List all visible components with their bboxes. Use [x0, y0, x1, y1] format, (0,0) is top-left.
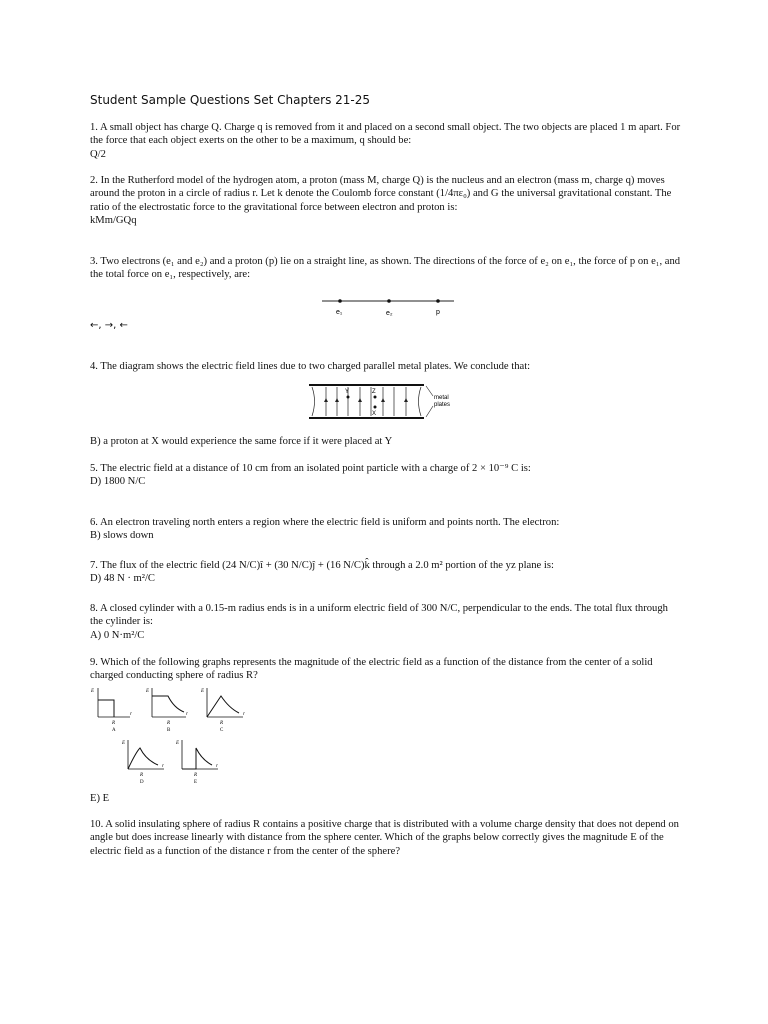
question-3-text: 3. Two electrons (e₁ and e₂) and a proton (p) lie on a straight line, as shown. The directions of the force of e₂ on e₁, the force of p on e₁, and the total force on e₁, respectively, are:: [90, 256, 681, 281]
question-3-answer: ←, →, ←: [90, 320, 128, 331]
question-6-text: 6. An electron traveling north enters a region where the electric field is uniform and points north. The electron:: [90, 517, 560, 528]
graph-b-x-label: r: [186, 712, 188, 717]
question-7-answer: D) 48 N · m²/C: [90, 573, 155, 585]
field-arrows: [324, 398, 408, 402]
e1-dot: [338, 299, 342, 303]
question-6-answer: B) slows down: [90, 530, 154, 542]
question-3: [90, 255, 682, 282]
graph-e-curve: [182, 748, 212, 769]
graph-a: [90, 684, 135, 736]
graph-c-curve: [207, 696, 239, 717]
graph-d-x-label: r: [162, 764, 164, 769]
question-7: [90, 559, 682, 586]
question-2: [90, 174, 682, 228]
question-6: [90, 516, 682, 543]
question-8-text: 8. A closed cylinder with a 0.15-m radius ends is in a uniform electric field of 300 N/C, perpendicular to the ends. The total flux through the cylinder is:: [90, 603, 668, 628]
graph-a-x-label: r: [130, 712, 132, 717]
graph-b-y-label: E: [146, 689, 150, 694]
q4-parallel-plates-diagram: [306, 382, 466, 422]
question-10-text: 10. A solid insulating sphere of radius R contains a positive charge that is distributed with a volume charge density that does not depend on angle but does increase linearly with distance from the sphere center. Which of the graphs below correctly gives the magnitude E of the electric field as a function of the distance r from the center of the sphere?: [90, 819, 679, 857]
label-x: X: [372, 411, 377, 417]
graph-b-r-label: R: [167, 721, 171, 726]
question-2-answer: kMm/GQq: [90, 215, 137, 227]
e2-dot: [387, 299, 391, 303]
graph-c-r-label: R: [220, 721, 224, 726]
graph-d-y-label: E: [122, 741, 126, 746]
point-z: [374, 396, 377, 399]
graph-b-letter: B: [167, 728, 171, 733]
question-4-answer: B) a proton at X would experience the same force if it were placed at Y: [90, 436, 393, 447]
q3-line-diagram: [320, 292, 460, 318]
question-5: [90, 462, 682, 489]
plates-label: plates: [434, 402, 451, 408]
p-label: p: [436, 309, 440, 316]
graph-c-letter: C: [220, 728, 224, 733]
plate-pointer-2: [426, 406, 433, 417]
question-9-text: 9. Which of the following graphs represents the magnitude of the electric field as a function of the distance from the center of a solid charged conducting sphere of radius R?: [90, 657, 653, 682]
question-8-answer: A) 0 N·m²/C: [90, 629, 145, 641]
graph-a-letter: A: [112, 728, 116, 733]
graph-a-curve: [98, 700, 114, 717]
question-10: [90, 818, 682, 858]
label-y: Y: [345, 389, 350, 395]
graph-a-r-label: R: [112, 721, 116, 726]
question-5-answer: D) 1800 N/C: [90, 476, 146, 488]
graph-c-x-label: r: [243, 712, 245, 717]
graph-e: [170, 736, 222, 788]
e2-label: e₂: [386, 310, 393, 317]
graph-e-letter: E: [194, 780, 198, 785]
graph-d-curve: [128, 748, 158, 769]
e1-label: e₁: [336, 309, 343, 316]
graph-c: [199, 684, 249, 736]
graph-e-x-label: r: [216, 764, 218, 769]
question-9: [90, 656, 682, 683]
graph-c-y-label: E: [201, 689, 205, 694]
graph-d: [116, 736, 168, 788]
question-1: [90, 121, 682, 161]
plate-pointer-1: [426, 386, 433, 396]
question-5-text: 5. The electric field at a distance of 10 cm from an isolated point particle with a charge of 2 × 10⁻⁹ C is:: [90, 463, 531, 474]
graph-d-r-label: R: [140, 773, 144, 778]
p-dot: [436, 299, 440, 303]
label-z: Z: [372, 389, 376, 395]
question-1-text: 1. A small object has charge Q. Charge q is removed from it and placed on a second small object. The two objects are placed 1 m apart. For the force that each object exerts on the other to be a maximum, q should be:: [90, 122, 681, 147]
page-title: Student Sample Questions Set Chapters 21-25: [90, 93, 371, 107]
graph-a-y-label: E: [91, 689, 95, 694]
question-4-text: 4. The diagram shows the electric field lines due to two charged parallel metal plates. We conclude that:: [90, 361, 531, 372]
point-y: [347, 396, 350, 399]
graph-d-letter: D: [140, 780, 144, 785]
graph-b: [144, 684, 192, 736]
question-7-text: 7. The flux of the electric field (24 N/C)î + (30 N/C)ĵ + (16 N/C)k̂ through a 2.0 m² portion of the yz plane is:: [90, 560, 554, 571]
question-2-text: 2. In the Rutherford model of the hydrogen atom, a proton (mass M, charge Q) is the nucleus and an electron (mass m, charge q) moves around the proton in a circle of radius r. Let k denote the Coulomb force constant (1/4πε₀) and G the universal gravitational constant. The ratio of the electrostatic force to the gravitational force between electron and proton is:: [90, 175, 672, 213]
graph-e-r-label: R: [194, 773, 198, 778]
metal-label: metal: [434, 395, 449, 401]
question-4: [90, 360, 682, 373]
point-x: [374, 406, 377, 409]
question-9-answer: E) E: [90, 793, 110, 804]
question-1-answer: Q/2: [90, 148, 106, 160]
graph-b-curve: [152, 696, 184, 712]
question-8: [90, 602, 682, 642]
graph-e-y-label: E: [176, 741, 180, 746]
